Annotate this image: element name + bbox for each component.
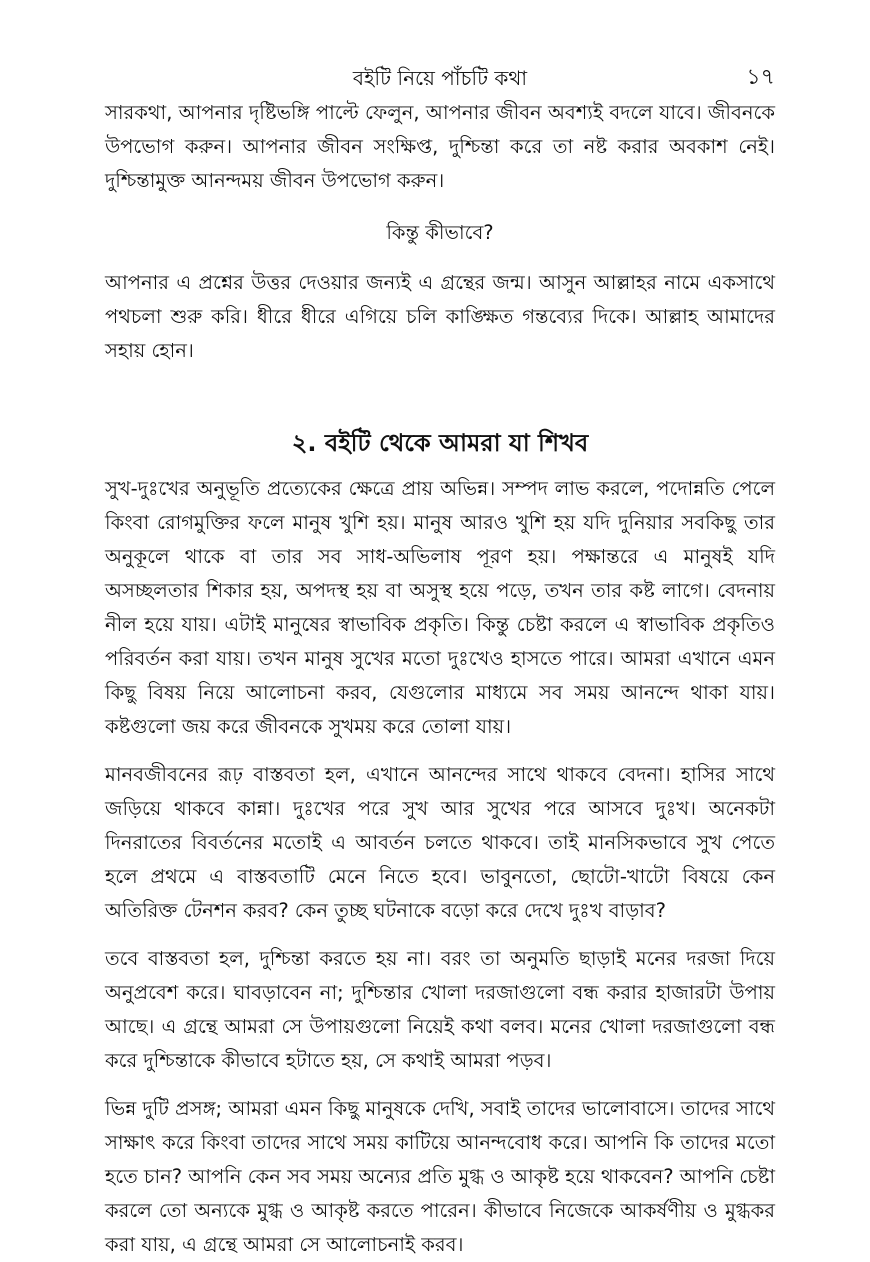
paragraph-reality: মানবজীবনের রূঢ় বাস্তবতা হল, এখানে আনন্দের সাথে থাকবে বেদনা। হাসির সাথে জড়িয়ে থাকবে কান্না। দুঃখের পরে সুখ আর সুখের পরে আসবে দুঃখ। অনেকটা দিনরাতের বিবর্তনের মতোই এ আবর্তন চলতে থাকবে। তাই মানসিকভাবে সুখ পেতে হলে প্রথমে এ বাস্তবতাটি মেনে নিতে হবে। ভাবুনতো, ছোটো-খাটো বিষয়ে কেন অতিরিক্ত টেনশন করব? কেন তুচ্ছ ঘটনাকে বড়ো করে দেখে দুঃখ বাড়াব? xyxy=(105,763,775,922)
book-page xyxy=(105,60,775,1262)
paragraph-emotions: সুখ-দুঃখের অনুভূতি প্রত্যেকের ক্ষেত্রে প্রায় অভিন্ন। সম্পদ লাভ করলে, পদোন্নতি পেলে কিংবা রোগমুক্তির ফলে মানুষ খুশি হয়। মানুষ আরও খুশি হয় যদি দুনিয়ার সবকিছু তার অনুকূলে থাকে বা তার সব সাধ-অভিলাষ পূরণ হয়। পক্ষান্তরে এ মানুষই যদি অসচ্ছলতার শিকার হয়, অপদস্থ হয় বা অসুস্থ হয়ে পড়ে, তখন তার কষ্ট লাগে। বেদনায় নীল হয়ে যায়। এটাই মানুষের স্বাভাবিক প্রকৃতি। কিন্তু চেষ্টা করলে এ স্বাভাবিক প্রকৃতিও পরিবর্তন করা যায়। তখন মানুষ সুখের মতো দুঃখেও হাসতে পারে। আমরা এখানে এমন কিছু বিষয় নিয়ে আলোচনা করব, যেগুলোর মাধ্যমে সব সময় আনন্দে থাকা যায়। কষ্টগুলো জয় করে জীবনকে সুখময় করে তোলা যায়। xyxy=(105,477,775,738)
subheading-question: কিন্তু কীভাবে? xyxy=(386,221,494,244)
running-header xyxy=(105,60,775,96)
paragraph-attraction: ভিন্ন দুটি প্রসঙ্গ; আমরা এমন কিছু মানুষকে দেখি, সবাই তাদের ভালোবাসে। তাদের সাথে সাক্ষাৎ করে কিংবা তাদের সাথে সময় কাটিয়ে আনন্দবোধ করে। আপনি কি তাদের মতো হতে চান? আপনি কেন সব সময় অন্যের প্রতি মুগ্ধ ও আকৃষ্ট হয়ে থাকবেন? আপনি চেষ্টা করলে তো অন্যকে মুগ্ধ ও আকৃষ্ট করতে পারেন। কীভাবে নিজেকে আকর্ষণীয় ও মুগ্ধকর করা যায়, এ গ্রন্থে আমরা সে আলোচনাই করব। xyxy=(105,1097,775,1256)
section-heading: ২. বইটি থেকে আমরা যা শিখব xyxy=(291,429,589,457)
paragraph-summary: সারকথা, আপনার দৃষ্টিভঙ্গি পাল্টে ফেলুন, আপনার জীবন অবশ্যই বদলে যাবে। জীবনকে উপভোগ করুন। আপনার জীবন সংক্ষিপ্ত, দুশ্চিন্তা করে তা নষ্ট করার অবকাশ নেই। দুশ্চিন্তামুক্ত আনন্দময় জীবন উপভোগ করুন। xyxy=(105,101,775,192)
paragraph-answer: আপনার এ প্রশ্নের উত্তর দেওয়ার জন্যই এ গ্রন্থের জন্ম। আসুন আল্লাহর নামে একসাথে পথচলা শুরু করি। ধীরে ধীরে এগিয়ে চলি কাঙ্ক্ষিত গন্তব্যের দিকে। আল্লাহ আমাদের সহায় হোন। xyxy=(105,271,775,362)
running-title: বইটি নিয়ে পাঁচটি কথা xyxy=(352,66,528,90)
page-number: ১৭ xyxy=(746,65,775,90)
paragraph-worry: তবে বাস্তবতা হল, দুশ্চিন্তা করতে হয় না। বরং তা অনুমতি ছাড়াই মনের দরজা দিয়ে অনুপ্রবেশ করে। ঘাবড়াবেন না; দুশ্চিন্তার খোলা দরজাগুলো বন্ধ করার হাজারটা উপায় আছে। এ গ্রন্থে আমরা সে উপায়গুলো নিয়েই কথা বলব। মনের খোলা দরজাগুলো বন্ধ করে দুশ্চিন্তাকে কীভাবে হটাতে হয়, সে কথাই আমরা পড়ব। xyxy=(105,947,775,1072)
